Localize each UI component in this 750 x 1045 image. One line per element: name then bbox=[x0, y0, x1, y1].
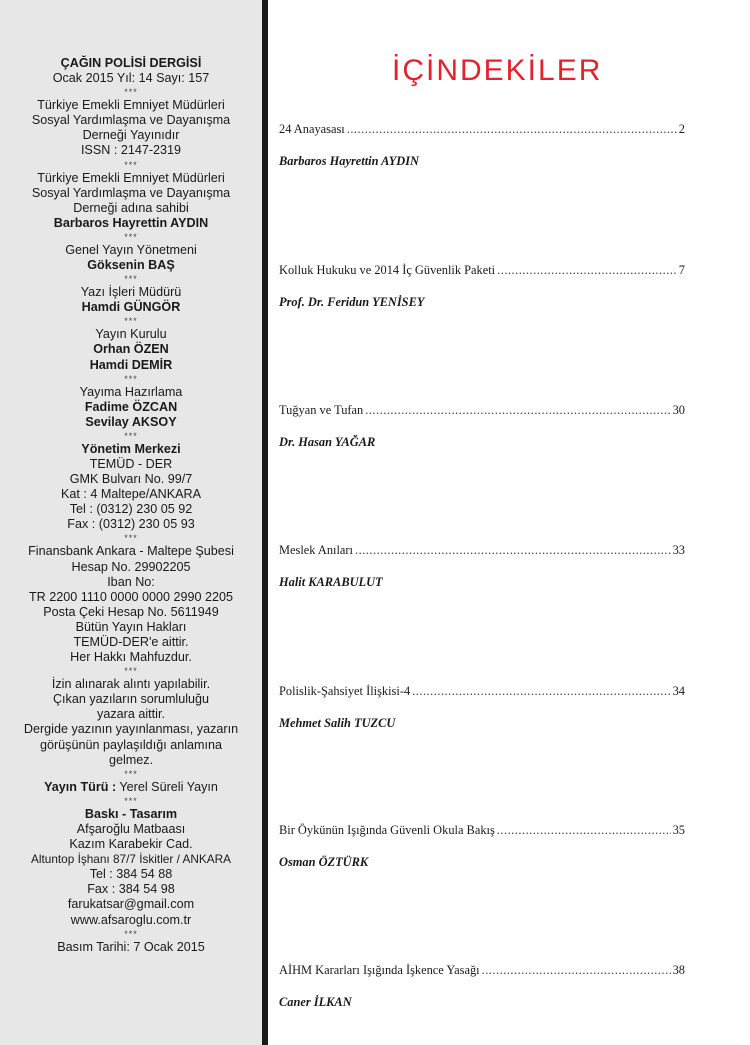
prep-role: Yayıma Hazırlama bbox=[79, 384, 183, 399]
separator: *** bbox=[124, 274, 138, 285]
hq-phone: Tel : (0312) 230 05 92 bbox=[69, 502, 193, 517]
owner-line: Türkiye Emekli Emniyet Müdürleri bbox=[37, 170, 225, 185]
toc-title: Tuğyan ve Tufan bbox=[279, 403, 364, 417]
publisher-line: Derneği Yayınıdır bbox=[82, 128, 180, 143]
publication-type-value: Yerel Süreli Yayın bbox=[116, 779, 218, 794]
notice-line: gelmez. bbox=[108, 752, 154, 767]
rights-line: TEMÜD-DER'e aittir. bbox=[73, 635, 189, 649]
toc-row bbox=[279, 543, 685, 558]
board-role: Yayın Kurulu bbox=[95, 327, 167, 342]
iban: TR 2200 1110 0000 0000 2990 2205 bbox=[28, 589, 233, 604]
print-line: Afşaroğlu Matbaası bbox=[76, 821, 186, 836]
magazine-name: ÇAĞIN POLİSİ DERGİSİ bbox=[60, 56, 202, 70]
toc-page-number: 2 bbox=[678, 122, 685, 136]
issue-info: Ocak 2015 Yıl: 14 Sayı: 157 bbox=[52, 71, 210, 86]
separator: *** bbox=[124, 928, 138, 939]
gm-role: Genel Yayın Yönetmeni bbox=[65, 242, 197, 257]
print-fax: Fax : 384 54 98 bbox=[87, 882, 175, 897]
toc-leader bbox=[497, 263, 677, 278]
publisher-line: Türkiye Emekli Emniyet Müdürleri bbox=[37, 98, 225, 113]
hq-address: Kat : 4 Maltepe/ANKARA bbox=[61, 487, 201, 502]
publication-type-label: Yayın Türü : bbox=[44, 779, 117, 794]
hq-address: GMK Bulvarı No. 99/7 bbox=[69, 472, 193, 487]
notice-line: Çıkan yazıların sorumluluğu bbox=[52, 692, 210, 707]
print-role: Baskı - Tasarım bbox=[84, 806, 178, 821]
print-phone: Tel : 384 54 88 bbox=[89, 867, 173, 882]
print-website: www.afsaroglu.com.tr bbox=[70, 912, 192, 927]
editor-role: Yazı İşleri Müdürü bbox=[80, 285, 182, 300]
toc-entry[interactable] bbox=[279, 543, 685, 590]
toc-author: Prof. Dr. Feridun YENİSEY bbox=[279, 295, 425, 309]
hq-fax: Fax : (0312) 230 05 93 bbox=[67, 517, 195, 532]
toc-row bbox=[279, 263, 685, 278]
toc-page-number: 30 bbox=[672, 403, 685, 417]
notice-line: Dergide yazının yayınlanması, yazarın bbox=[23, 722, 239, 737]
toc-leader bbox=[497, 823, 671, 838]
hq-role: Yönetim Merkezi bbox=[81, 441, 181, 456]
toc-page-number: 34 bbox=[672, 684, 685, 698]
rights-line: Her Hakkı Mahfuzdur. bbox=[70, 650, 192, 665]
toc-page-number: 33 bbox=[672, 543, 685, 557]
bank-line: Finansbank Ankara - Maltepe Şubesi bbox=[28, 544, 234, 559]
toc-leader bbox=[365, 403, 670, 418]
prep-name: Sevilay AKSOY bbox=[85, 414, 177, 429]
toc-author: Caner İLKAN bbox=[279, 995, 352, 1009]
toc-entry[interactable] bbox=[279, 263, 685, 310]
toc-entry[interactable] bbox=[279, 823, 685, 870]
separator: *** bbox=[124, 666, 138, 677]
toc-author: Barbaros Hayrettin AYDIN bbox=[279, 154, 419, 168]
separator: *** bbox=[124, 768, 138, 779]
toc-entry[interactable] bbox=[279, 963, 685, 1010]
print-email: farukatsar@gmail.com bbox=[67, 897, 195, 912]
toc-title: Bir Öykünün Işığında Güvenli Okula Bakış bbox=[279, 823, 495, 837]
publication-type bbox=[6, 780, 256, 795]
toc-title: 24 Anayasası bbox=[279, 122, 345, 136]
editor-name: Hamdi GÜNGÖR bbox=[81, 300, 181, 315]
owner-name: Barbaros Hayrettin AYDIN bbox=[53, 215, 209, 230]
toc-page-number: 35 bbox=[672, 823, 685, 837]
notice-line: yazara aittir. bbox=[97, 707, 165, 722]
bank-line: Hesap No. 29902205 bbox=[71, 559, 191, 574]
board-name: Orhan ÖZEN bbox=[93, 342, 169, 357]
toc-entry[interactable] bbox=[279, 403, 685, 450]
separator: *** bbox=[124, 795, 138, 806]
vertical-divider bbox=[262, 0, 268, 1045]
owner-line: Sosyal Yardımlaşma ve Dayanışma bbox=[31, 185, 231, 200]
hq-line: TEMÜD - DER bbox=[89, 456, 173, 471]
separator: *** bbox=[124, 231, 138, 242]
page-title: İÇİNDEKİLER bbox=[392, 54, 603, 87]
separator: *** bbox=[124, 430, 138, 441]
toc-title: Polislik-Şahsiyet İlişkisi-4 bbox=[279, 684, 411, 698]
toc-row bbox=[279, 122, 685, 137]
prep-name: Fadime ÖZCAN bbox=[84, 399, 178, 414]
separator: *** bbox=[124, 373, 138, 384]
bank-line: Iban No: bbox=[107, 574, 155, 589]
owner-line: Derneği adına sahibi bbox=[73, 200, 189, 215]
toc-row bbox=[279, 684, 685, 699]
toc-title: Meslek Anıları bbox=[279, 543, 353, 557]
toc-leader bbox=[482, 963, 671, 978]
toc-entry[interactable] bbox=[279, 684, 685, 731]
toc-row bbox=[279, 823, 685, 838]
toc-author: Halit KARABULUT bbox=[279, 575, 383, 589]
toc-author: Mehmet Salih TUZCU bbox=[279, 716, 396, 730]
toc-row bbox=[279, 963, 685, 978]
separator: *** bbox=[124, 159, 138, 170]
issn: ISSN : 2147-2319 bbox=[80, 143, 182, 158]
bank-line: Posta Çeki Hesap No. 5611949 bbox=[43, 604, 219, 619]
separator: *** bbox=[124, 87, 138, 98]
toc-entry[interactable] bbox=[279, 122, 685, 169]
toc-leader bbox=[347, 122, 677, 137]
board-name: Hamdi DEMİR bbox=[89, 357, 173, 372]
toc-row bbox=[279, 403, 685, 418]
print-line: Kazım Karabekir Cad. bbox=[69, 837, 193, 852]
notice-line: görüşünün paylaşıldığı anlamına bbox=[39, 737, 223, 752]
notice-line: İzin alınarak alıntı yapılabilir. bbox=[51, 677, 211, 692]
toc-author: Osman ÖZTÜRK bbox=[279, 855, 369, 869]
toc-page-number: 7 bbox=[678, 263, 685, 277]
rights-line: Bütün Yayın Hakları bbox=[75, 619, 187, 634]
print-date: Basım Tarihi: 7 Ocak 2015 bbox=[57, 939, 205, 954]
toc-page-number: 38 bbox=[672, 963, 685, 977]
masthead-sidebar bbox=[0, 0, 262, 1045]
separator: *** bbox=[124, 316, 138, 327]
toc-title: Kolluk Hukuku ve 2014 İç Güvenlik Paketi bbox=[279, 263, 496, 277]
separator: *** bbox=[124, 533, 138, 544]
gm-name: Göksenin BAŞ bbox=[87, 258, 175, 273]
toc-leader bbox=[355, 543, 671, 558]
toc-author: Dr. Hasan YAĞAR bbox=[279, 435, 376, 449]
publisher-line: Sosyal Yardımlaşma ve Dayanışma bbox=[31, 113, 231, 128]
toc-leader bbox=[412, 684, 670, 699]
print-line: Altuntop İşhanı 87/7 İskitler / ANKARA bbox=[31, 852, 231, 867]
toc-title: AİHM Kararları Işığında İşkence Yasağı bbox=[279, 963, 480, 977]
